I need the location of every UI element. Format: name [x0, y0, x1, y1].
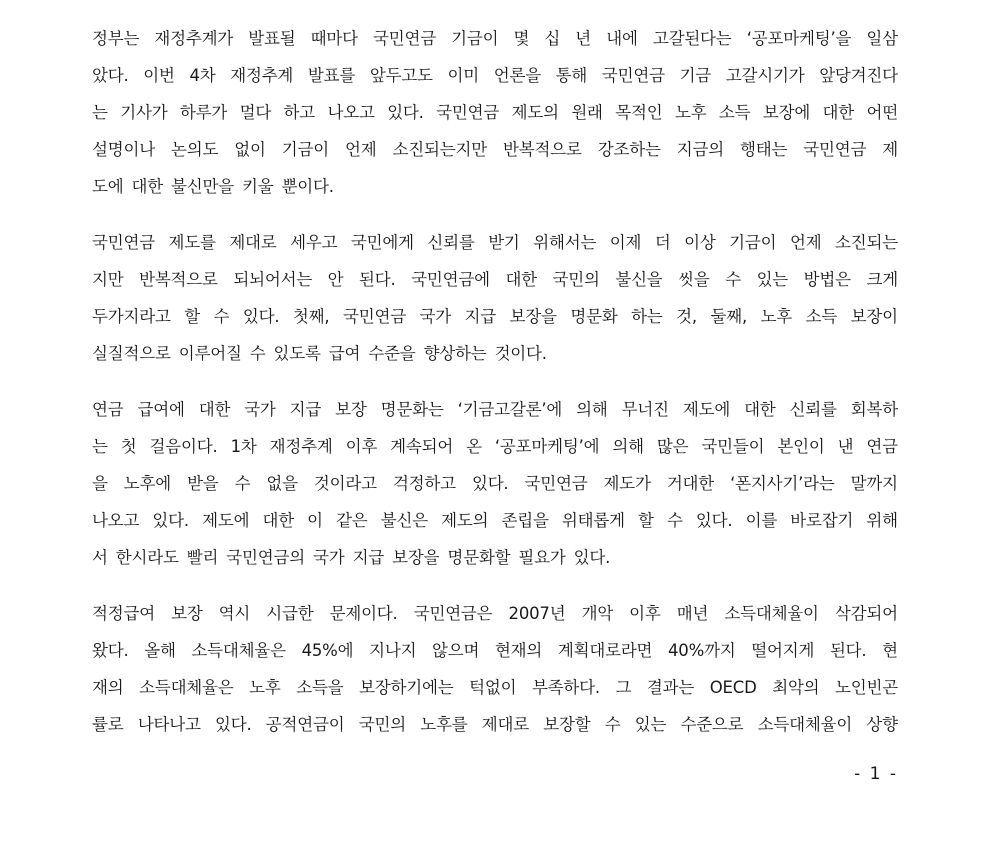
- text-line: 왔다. 올해 소득대체율은 45%에 지나지 않으며 현재의 계획대로라면 40%까지 떨어지게 된다. 현: [92, 641, 898, 660]
- paragraph-4: [92, 595, 898, 743]
- paragraph-2: [92, 224, 898, 372]
- text-line: 나오고 있다. 제도에 대한 이 같은 불신은 제도의 존립을 위태롭게 할 수 있다. 이를 바로잡기 위해: [92, 511, 898, 530]
- text-line: 국민연금 제도를 제대로 세우고 국민에게 신뢰를 받기 위해서는 이제 더 이상 기금이 언제 소진되는: [92, 233, 898, 252]
- text-line: 도에 대한 불신만을 키울 뿐이다.: [92, 177, 334, 196]
- text-line: 률로 나타나고 있다. 공적연금이 국민의 노후를 제대로 보장할 수 있는 수준으로 소득대체율이 상향: [92, 715, 898, 734]
- text-line: 연금 급여에 대한 국가 지급 보장 명문화는 ‘기금고갈론’에 의해 무너진 제도에 대한 신뢰를 회복하: [92, 400, 898, 419]
- text-line: 실질적으로 이루어질 수 있도록 급여 수준을 향상하는 것이다.: [92, 344, 547, 363]
- paragraph-1: [92, 20, 898, 205]
- text-line: 을 노후에 받을 수 없을 것이라고 걱정하고 있다. 국민연금 제도가 거대한 ‘폰지사기’라는 말까지: [92, 474, 898, 493]
- text-line: 는 첫 걸음이다. 1차 재정추계 이후 계속되어 온 ‘공포마케팅’에 의해 많은 국민들이 본인이 낸 연금: [92, 437, 898, 456]
- text-line: 았다. 이번 4차 재정추계 발표를 앞두고도 이미 언론을 통해 국민연금 기금 고갈시기가 앞당겨진다: [92, 66, 898, 85]
- paragraph-3: [92, 391, 898, 576]
- text-line: 재의 소득대체율은 노후 소득을 보장하기에는 턱없이 부족하다. 그 결과는 OECD 최악의 노인빈곤: [92, 678, 898, 697]
- text-line: 두가지라고 할 수 있다. 첫째, 국민연금 국가 지급 보장을 명문화 하는 것, 둘째, 노후 소득 보장이: [92, 307, 898, 326]
- text-line: 정부는 재정추계가 발표될 때마다 국민연금 기금이 몇 십 년 내에 고갈된다는 ‘공포마케팅’을 일삼: [92, 29, 898, 48]
- text-line: 적정급여 보장 역시 시급한 문제이다. 국민연금은 2007년 개악 이후 매년 소득대체율이 삭감되어: [92, 604, 898, 623]
- text-line: 지만 반복적으로 되뇌어서는 안 된다. 국민연금에 대한 국민의 불신을 씻을 수 있는 방법은 크게: [92, 270, 898, 289]
- page-number: - 1 -: [854, 764, 898, 784]
- text-line: 설명이나 논의도 없이 기금이 언제 소진되는지만 반복적으로 강조하는 지금의 행태는 국민연금 제: [92, 140, 898, 159]
- document-page: [92, 0, 898, 852]
- text-line: 는 기사가 하루가 멀다 하고 나오고 있다. 국민연금 제도의 원래 목적인 노후 소득 보장에 대한 어떤: [92, 103, 898, 122]
- text-line: 서 한시라도 빨리 국민연금의 국가 지급 보장을 명문화할 필요가 있다.: [92, 548, 611, 567]
